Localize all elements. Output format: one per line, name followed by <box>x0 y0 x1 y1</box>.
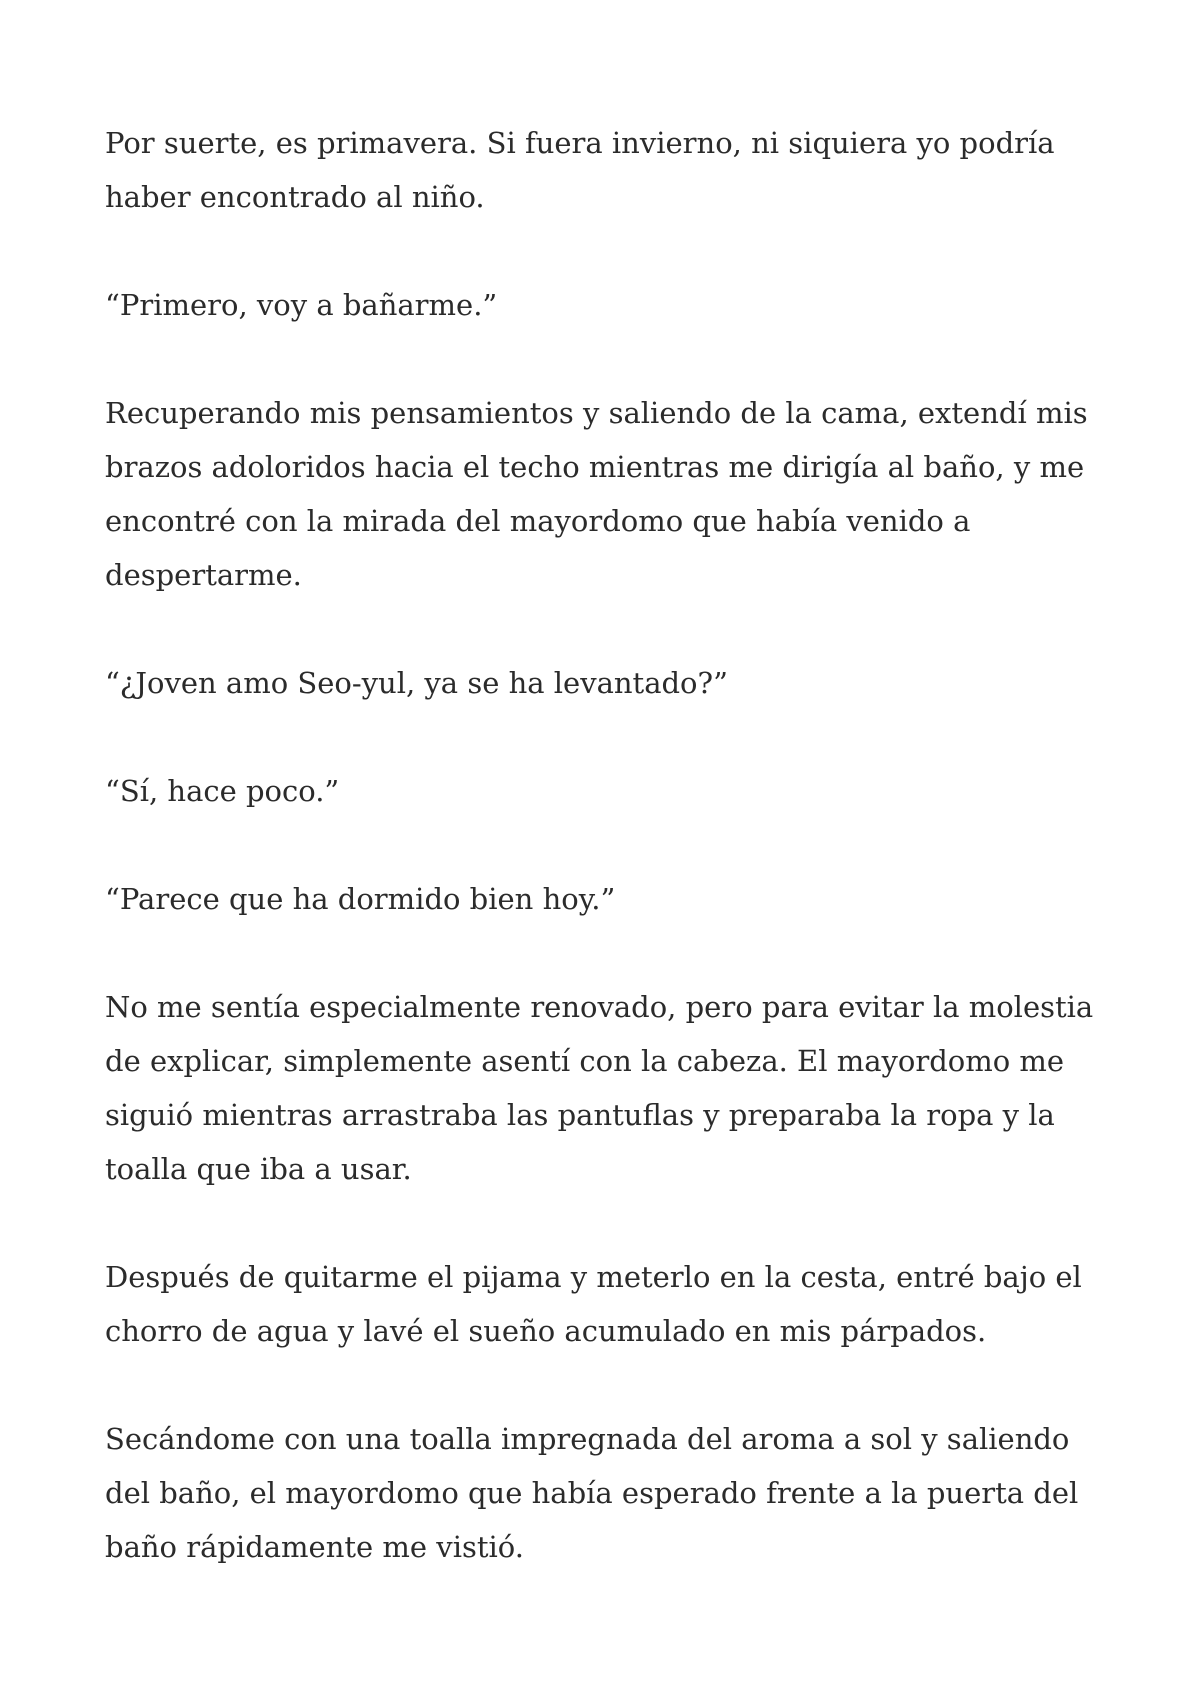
paragraph: Recuperando mis pensamientos y saliendo de la cama, extendí mis brazos adoloridos hacia el techo mientras me dirigía al baño, y me encontré con la mirada del mayordomo que había venido a despertarme. <box>105 396 1088 592</box>
paragraph: “Parece que ha dormido bien hoy.” <box>105 882 616 916</box>
paragraph: Después de quitarme el pijama y meterlo en la cesta, entré bajo el chorro de agua y lavé el sueño acumulado en mis párpados. <box>105 1260 1082 1348</box>
document-page <box>105 116 1105 1628</box>
paragraph: “Sí, hace poco.” <box>105 774 340 808</box>
paragraph: “¿Joven amo Seo-yul, ya se ha levantado?” <box>105 666 728 700</box>
paragraph: “Primero, voy a bañarme.” <box>105 288 498 322</box>
paragraph: No me sentía especialmente renovado, pero para evitar la molestia de explicar, simplemente asentí con la cabeza. El mayordomo me siguió mientras arrastraba las pantuflas y preparaba la ropa y la toalla que iba a usar. <box>105 990 1094 1186</box>
paragraph: Por suerte, es primavera. Si fuera invierno, ni siquiera yo podría haber encontrado al niño. <box>105 126 1055 214</box>
paragraph: Secándome con una toalla impregnada del aroma a sol y saliendo del baño, el mayordomo que había esperado frente a la puerta del baño rápidamente me vistió. <box>105 1422 1079 1564</box>
